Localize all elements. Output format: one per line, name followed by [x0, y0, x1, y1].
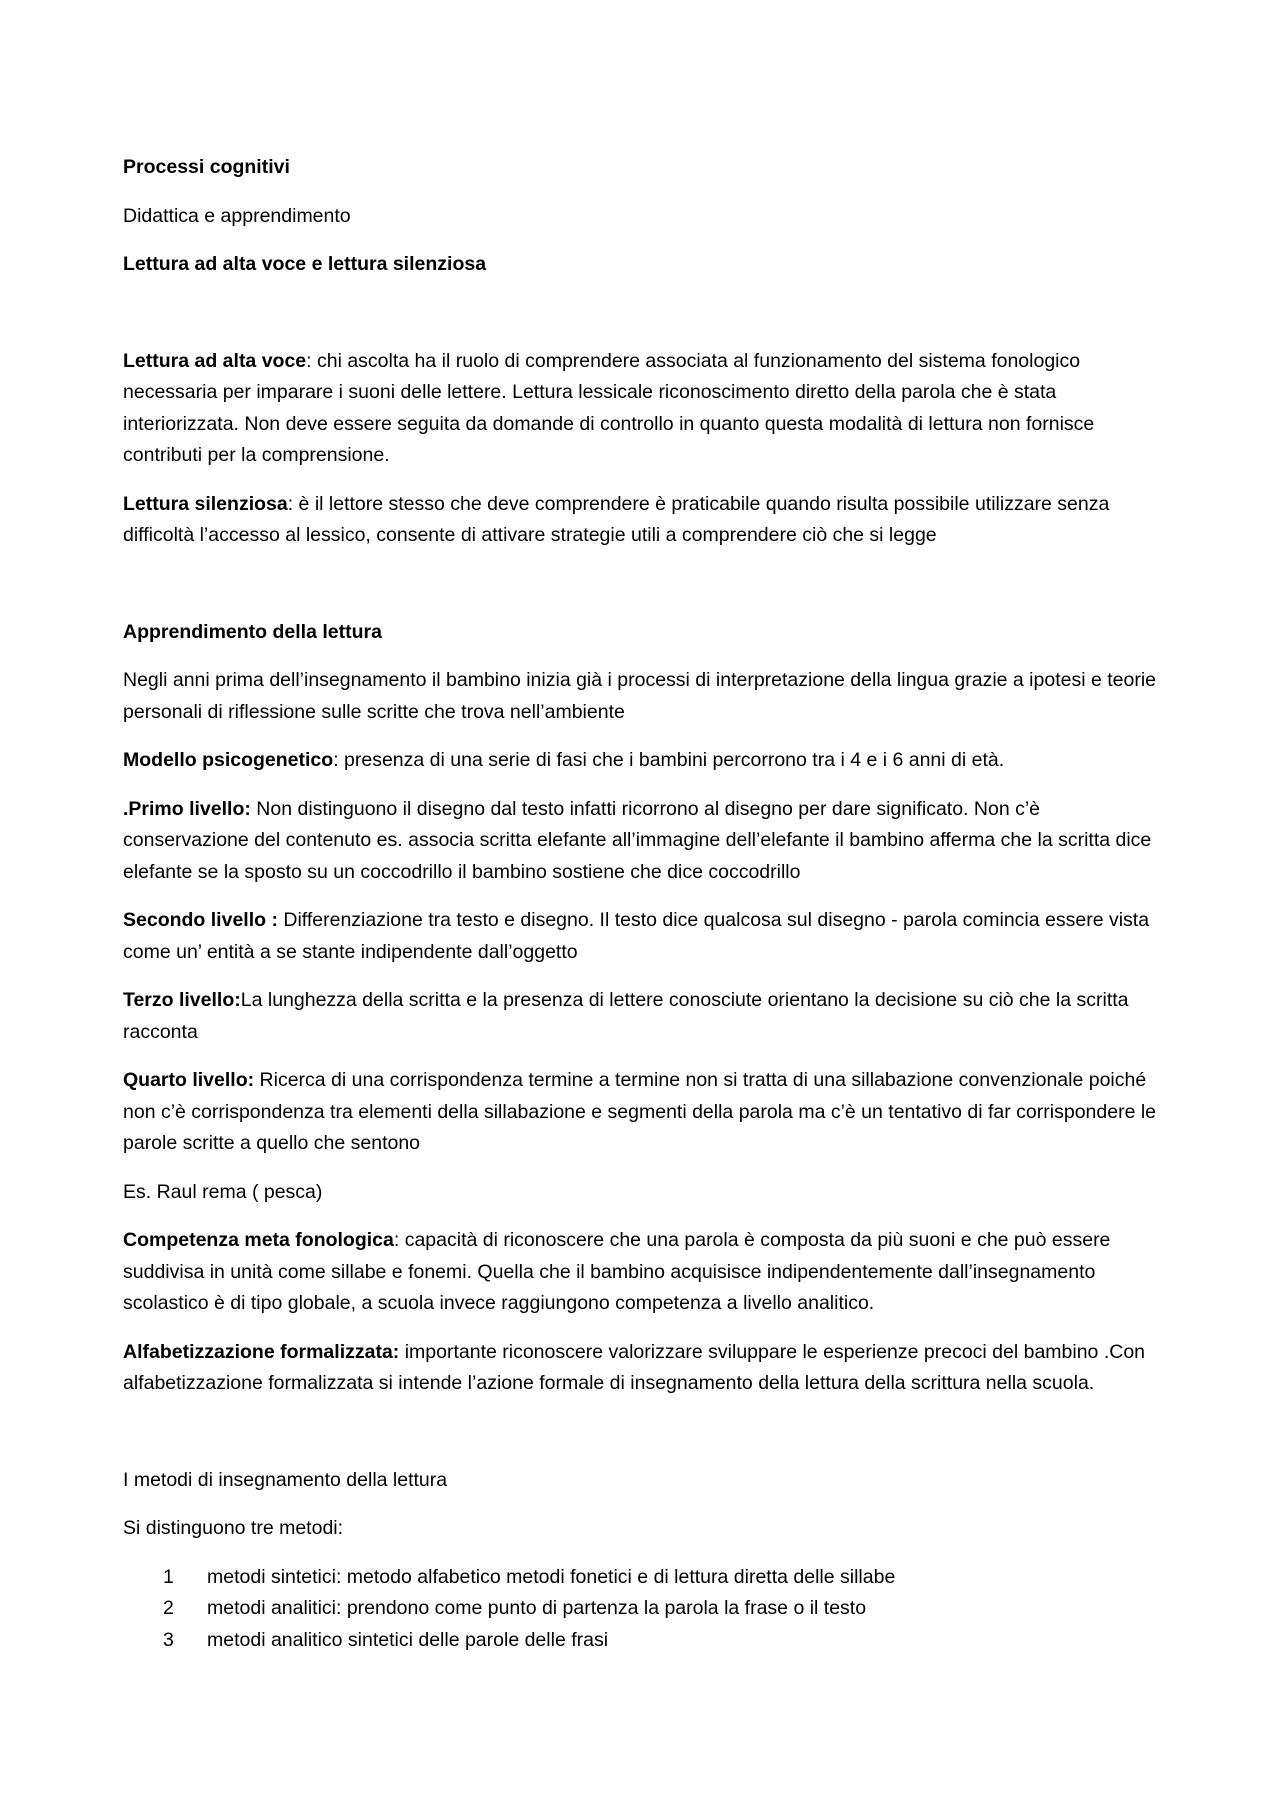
paragraph-terzo-livello: Terzo livello:La lunghezza della scritta e la presenza di lettere conosciute orientano la decisione su ciò che la scritta racconta: [123, 989, 1129, 1043]
document-page: [123, 152, 1163, 1656]
list-item: [123, 1593, 1163, 1625]
list-item: [123, 1562, 1163, 1594]
list-number: 3: [163, 1628, 174, 1651]
numbered-list-metodi: [123, 1562, 1163, 1657]
spacer: [123, 1417, 1163, 1465]
paragraph-lettura-silenziosa: Lettura silenziosa: è il lettore stesso che deve comprendere è praticabile quando risulta possibile utilizzare senza difficoltà l’accesso al lessico, consente di attivare strategie utili a comprendere ciò che si legge: [123, 492, 1110, 546]
paragraph-modello-psicogenetico: Modello psicogenetico: presenza di una serie di fasi che i bambini percorrono tra i 4 e i 6 anni di età.: [123, 749, 1005, 771]
paragraph-lettura-alta-voce: Lettura ad alta voce: chi ascolta ha il ruolo di comprendere associata al funzionamento del sistema fonologico necessaria per imparare i suoni delle lettere. Lettura lessicale riconoscimento diretto della parola che è stata interiorizzata. Non deve essere seguita da domande di controllo in quanto questa modalità di lettura non fornisce contributi per la comprensione.: [123, 349, 1095, 466]
paragraph-metodi-intro: Si distinguono tre metodi:: [123, 1517, 344, 1539]
paragraph-esempio: Es. Raul rema ( pesca): [123, 1180, 323, 1203]
paragraph-alfabetizzazione: Alfabetizzazione formalizzata: importante riconoscere valorizzare sviluppare le esperienze precoci del bambino .Con alfabetizzazione formalizzata si intende l’azione formale di insegnamento della lettura della scrittura nella scuola.: [123, 1340, 1146, 1394]
document-title: Processi cognitivi: [123, 156, 290, 178]
section-heading-apprendimento: Apprendimento della lettura: [123, 620, 382, 643]
section-heading-metodi: I metodi di insegnamento della lettura: [123, 1468, 448, 1491]
spacer: [123, 569, 1163, 617]
spacer: [123, 298, 1163, 346]
paragraph-primo-livello: .Primo livello: Non distinguono il disegno dal testo infatti ricorrono al disegno per dare significato. Non c’è conservazione del contenuto es. associa scritta elefante all’immagine dell’elefante il bambino afferma che la scritta dice elefante se la sposto su un coccodrillo il bambino sostiene che dice coccodrillo: [123, 797, 1152, 883]
paragraph-secondo-livello: Secondo livello : Differenziazione tra testo e disegno. Il testo dice qualcosa sul disegno - parola comincia essere vista come un’ entità a se stante indipendente dall’oggetto: [123, 909, 1150, 963]
list-item-text: metodi analitico sintetici delle parole delle frasi: [207, 1628, 609, 1651]
list-number: 1: [163, 1565, 174, 1588]
document-subject: Didattica e apprendimento: [123, 204, 351, 227]
list-item: [123, 1625, 1163, 1657]
paragraph-competenza-meta-fonologica: Competenza meta fonologica: capacità di riconoscere che una parola è composta da più suoni e che può essere suddivisa in unità come sillabe e fonemi. Quella che il bambino acquisisce indipendentemente dall’insegnamento scolastico è di tipo globale, a scuola invece raggiungono competenza a livello analitico.: [123, 1229, 1111, 1314]
paragraph-apprendimento-intro: Negli anni prima dell’insegnamento il bambino inizia già i processi di interpretazione della lingua grazie a ipotesi e teorie personali di riflessione sulle scritte che trova nell’ambiente: [123, 669, 1157, 723]
list-item-text: metodi analitici: prendono come punto di partenza la parola la frase o il testo: [207, 1597, 867, 1619]
list-number: 2: [163, 1597, 174, 1619]
section-heading-lettura: Lettura ad alta voce e lettura silenziosa: [123, 253, 487, 275]
paragraph-quarto-livello: Quarto livello: Ricerca di una corrispondenza termine a termine non si tratta di una sillabazione convenzionale poiché non c’è corrispondenza tra elementi della sillabazione e segmenti della parola ma c’è un tentativo di far corrispondere le parole scritte a quello che sentono: [123, 1069, 1157, 1154]
list-item-text: metodi sintetici: metodo alfabetico metodi fonetici e di lettura diretta delle sillabe: [207, 1565, 896, 1588]
